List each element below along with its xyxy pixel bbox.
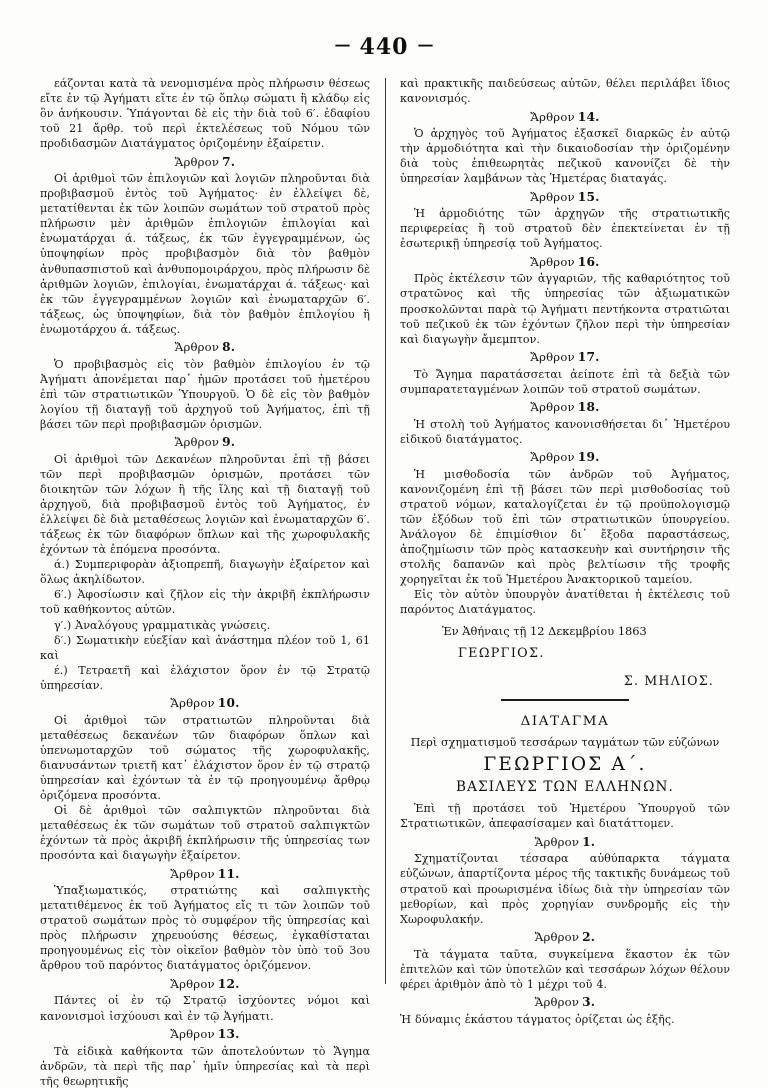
place-and-date: Ἐν Ἀθήναις τῇ 12 Δεκεμβρίου 1863 [442, 624, 647, 639]
article-number: 15. [577, 189, 600, 204]
article-number: 7. [222, 154, 236, 169]
article-number: 11. [217, 866, 240, 881]
page-number-dash-right: — [417, 35, 434, 54]
article-19-paragraph-1: Ἡ μισθοδοσία τῶν ἀνδρῶν τοῦ Ἀγήματος, κανονιζομένη ἐπὶ τῇ βάσει τῶν περὶ μισθοδοσίας τοῦ στρατοῦ νόμων, καταλογίζεται ἐν τῷ προϋπολογισμῷ τῶν ἐξόδων τοῦ ἐπὶ τῶν στρατιωτικῶν ὑπουργείου. Ἀνάλογον δὲ ἐπιμίσθιον δι᾽ ἔξοδα παραστάσεως, ἀποζημίωσιν τῶν πρὸς κατασκευὴν καὶ συντήρησιν τῆς στολῆς δαπανῶν καὶ πρὸς βελτίωσιν τῆς τροφῆς χορηγεῖται ἐκ τοῦ Ἡμετέρου Ἀνακτορικοῦ ταμείου. [400, 467, 730, 587]
article-heading-19 [400, 450, 730, 465]
article-heading-word: Ἄρθρον [170, 696, 215, 711]
minister-signature: Σ. ΜΗΛΙΟΣ. [623, 673, 714, 689]
royal-signature: ΓΕΩΡΓΙΟΣ. [458, 646, 545, 662]
article-heading-word: Ἄρθρον [530, 189, 575, 204]
list-item: έ.) Τετραετῆ καὶ ἐλάχιστον ὅρον ἐν τῷ Στρατῷ ὑπηρεσίαν. [40, 663, 370, 692]
article-heading-word: Ἄρθρον [170, 1027, 215, 1042]
article-heading-12 [40, 977, 370, 992]
article-heading-13 [40, 1027, 370, 1042]
article-heading-word: Ἄρθρον [530, 350, 575, 365]
list-item: γ′.) Ἀναλόγους γραμματικὰς γνώσεις. [54, 618, 271, 632]
article-heading-word: Ἄρθρον [530, 400, 575, 415]
decree-article-heading-3 [400, 995, 730, 1010]
continued-paragraph: καὶ πρακτικῆς παιδεύσεως αὐτῶν, θέλει περιλάβει ἴδιος κανονισμός. [400, 77, 730, 106]
article-19-paragraph-2: Εἰς τὸν αὐτὸν ὑπουργὸν ἀνατίθεται ἡ ἐκτέλεσις τοῦ παρόντος Διατάγματος. [400, 588, 730, 617]
article-heading-word: Ἄρθρον [530, 450, 575, 465]
article-heading-word: Ἄρθρον [530, 109, 575, 124]
article-number: 19. [577, 450, 600, 465]
article-18-paragraph-1: Ἡ στολὴ τοῦ Ἀγήματος κανονισθήσεται δι᾽ Ἡμετέρου εἰδικοῦ διατάγματος. [400, 417, 730, 446]
article-heading-17 [400, 350, 730, 365]
article-heading-10 [40, 696, 370, 711]
article-17-paragraph-1: Τὸ Ἄγημα παρατάσσεται ἀείποτε ἐπὶ τὰ δεξιὰ τῶν συμπαρατεταγμένων λοιπῶν τοῦ στρατοῦ σωμάτων. [400, 367, 730, 396]
decree-title: ΔΙΑΤΑΓΜΑ [520, 714, 610, 730]
article-number: 14. [577, 109, 600, 124]
article-number: 9. [222, 435, 236, 450]
decree-subtitle: Περὶ σχηματισμοῦ τεσσάρων ταγμάτων τῶν εὐζώνων [410, 736, 720, 750]
article-heading-word: Ἄρθρον [174, 154, 220, 169]
decree-preamble: Ἐπὶ τῇ προτάσει τοῦ Ἡμετέρου Ὑπουργοῦ τῶν Στρατιωτικῶν, ἀπεφασίσαμεν καὶ διατάττομεν. [400, 802, 730, 831]
list-item: 6′.) Ἀφοσίωσιν καὶ ζῆλον εἰς τὴν ἀκριβῆ ἐκπλήρωσιν τοῦ καθήκοντος αὐτῶν. [40, 588, 370, 617]
article-heading-9 [40, 435, 370, 450]
article-number: 16. [577, 254, 600, 269]
article-heading-16 [400, 255, 730, 270]
article-number: 13. [217, 1027, 240, 1042]
article-number: 18. [577, 400, 600, 415]
article-10-paragraph-1: Οἱ ἀριθμοὶ τῶν στρατιωτῶν πληροῦνται διὰ μεταθέσεως δεκανέων τῶν διαφόρων ὅπλων καὶ ὑπενωμοταρχῶν τοῦ σώματος τῆς χωροφυλακῆς, διανυσάντων τριετῆ κατ᾽ ἐλάχιστον ὅρον ἐν τῷ στρατῷ ὑπηρεσίαν καὶ ἐχόντων τὰ ἐν τῷ προηγουμένῳ ἄρθρῳ ὁριζόμενα προσόντα. [40, 713, 370, 802]
article-9-paragraph-1: Οἱ ἀριθμοὶ τῶν Δεκανέων πληροῦνται ἐπὶ τῇ βάσει τῶν περὶ προβιβασμῶν ὁρισμῶν, προτάσει τῶν διοικητῶν τῶν λόχων ἢ τῆς ἴλης καὶ τῇ διαταγῇ τοῦ ἀρχηγοῦ, διὰ προβιβασμοῦ ἐντὸς τοῦ Ἀγήματος, ἐν ἐλλείψει δὲ διὰ μεταθέσεως λογιῶν καὶ ἐνωματαρχῶν 6′. τάξεως ἐκ τῶν διαφόρων ὅπλων καὶ τῆς χωροφυλακῆς ἐχόντων τὰ ἐπόμενα προσόντα. [40, 452, 370, 557]
article-number: 2. [582, 930, 596, 945]
article-number: 3. [582, 995, 596, 1010]
article-heading-word: Ἄρθρον [534, 834, 580, 849]
decree-article-2-paragraph-1: Τὰ τάγματα ταῦτα, συγκείμενα ἕκαστον ἐκ τῶν ἐπιτελῶν καὶ τῶν ὑποτελῶν καὶ τεσσάρων λόχων θέλουν φέρει ἀριθμὸν ἀπὸ τὸ 1 μέχρι τοῦ 4. [400, 947, 730, 991]
decree-article-3-paragraph-1: Ἡ δύναμις ἑκάστου τάγματος ὁρίζεται ὡς ἑξῆς. [400, 1012, 675, 1026]
list-item: δ′.) Σωματικὴν εὐεξίαν καὶ ἀνάστημα πλέον τοῦ 1, 61 καὶ [40, 633, 370, 662]
decree-article-heading-2 [400, 930, 730, 945]
left-column [40, 76, 370, 1088]
article-number: 10. [217, 696, 240, 711]
article-heading-18 [400, 400, 730, 415]
article-15-paragraph-1: Ἡ ἁρμοδιότης τῶν ἀρχηγῶν τῆς στρατιωτικῆς περιφερείας ἢ τοῦ στρατοῦ δὲν ἐπεκτείνεται ἐν τῇ ἐσωτερικῇ ὑπηρεσίᾳ τοῦ Ἀγήματος. [400, 207, 730, 251]
article-13-paragraph-1: Τὰ εἰδικὰ καθήκοντα τῶν ἀποτελούντων τὸ Ἄγημα ἀνδρῶν, τὰ περὶ τῆς παρ᾽ ἡμῖν ὑπηρεσίας καὶ τὰ περὶ τῆς θεωρητικῆς [40, 1044, 370, 1088]
decree-separator-rule [501, 699, 629, 701]
article-10-paragraph-2: Οἱ δὲ ἀριθμοὶ τῶν σαλπιγκτῶν πληροῦνται διὰ μεταθέσεως ἐκ τῶν σωμάτων τοῦ στρατοῦ σαλπιγκτῶν ἐχόντων τὰ πρὸς ἀκριβῆ ἐκπλήρωσιν τῆς ὑπηρεσίας των προσόντα καὶ διαγωγὴν ἐξαίρετον. [40, 804, 370, 863]
two-column-body [40, 76, 730, 1088]
article-8-paragraph-1: Ὁ προβιβασμὸς εἰς τὸν βαθμὸν ἐπιλογίου ἐν τῷ Ἀγήματι ἀπονέμεται παρ᾽ ἡμῶν προτάσει τοῦ ἡμετέρου ἐπὶ τῶν στρατιωτικῶν Ὑπουργοῦ. Ὁ δὲ εἰς τὸν βαθμὸν λογίου τῇ διαταγῇ τοῦ ἀρχηγοῦ τοῦ Ἀγήματος, ἐπὶ τῇ βάσει τῶν περὶ προβιβασμῶν ὁρισμῶν. [40, 357, 370, 431]
article-heading-word: Ἄρθρον [530, 254, 575, 269]
article-11-paragraph-1: Ὑπαξιωματικός, στρατιώτης καὶ σαλπιγκτὴς μετατιθέμενος ἐκ τοῦ Ἀγήματος εἴς τι τῶν λοιπῶν τοῦ στρατοῦ σωμάτων πρὸς τὸ συμφέρον τῆς ὑπηρεσίας καὶ πρὸς πλήρωσιν χηρευούσης θέσεως, ἐγκαθίσταται προηγουμένως εἰς τὸν οἰκεῖον βαθμὸν τὸν ὑπὸ τοῦ 3ου ἄρθρου τοῦ παρόντος διατάγματος ὁριζόμενον. [40, 884, 370, 973]
page-number: 440 [359, 34, 409, 60]
page-number-dash-left: — [334, 35, 351, 54]
article-heading-11 [40, 867, 370, 882]
article-16-paragraph-1: Πρὸς ἐκτέλεσιν τῶν ἀγγαριῶν, τῆς καθαριότητος τοῦ στρατῶνος καὶ τῆς ὑπηρεσίας τῶν ἀξιωματικῶν προσκολῶνται παρὰ τῷ Ἀγήματι πεντήκοντα στρατιῶται τοῦ πεζικοῦ ἐκ τῶν ἐχόντων ζῆλον περὶ τὴν ὑπηρεσίαν καὶ διαγωγὴν ἄμεμπτον. [400, 272, 730, 346]
article-number: 17. [577, 350, 600, 365]
article-heading-word: Ἄρθρον [170, 976, 215, 991]
article-12-paragraph-1: Πάντες οἱ ἐν τῷ Στρατῷ ἰσχύοντες νόμοι καὶ κανονισμοὶ ἰσχύουσι καὶ ἐν τῷ Ἀγήματι. [40, 994, 370, 1023]
article-heading-7 [40, 155, 370, 170]
article-number: 1. [582, 834, 596, 849]
king-name: ΓΕΩΡΓΙΟΣ Α΄. [483, 754, 647, 776]
decree-article-1-paragraph-1: Σχηματίζονται τέσσαρα αὐθύπαρκτα τάγματα εὐζώνων, ἀπαρτίζοντα μέρος τῆς τακτικῆς δυνάμεως τοῦ στρατοῦ καὶ προωρισμένα ἰδίως διὰ τὴν ὑπηρεσίαν τῶν μεθορίων, καὶ πρὸς χορηγίαν συνδρομῆς εἰς τὴν Χωροφυλακήν. [400, 852, 730, 926]
page-number-header [0, 34, 768, 60]
article-7-paragraph-1: Οἱ ἀριθμοὶ τῶν ἐπιλογιῶν καὶ λογιῶν πληροῦνται διὰ προβιβασμοῦ ἐντὸς τοῦ Ἀγήματος· ἐν ἐλλείψει δὲ, μετατίθενται ἐκ τῶν λοιπῶν σωμάτων τοῦ στρατοῦ πρὸς πλήρωσιν μὲν ἀριθμῶν ἐπιλογιῶν ἐπιλογίαι καὶ ἐνωματάρχαι ά. τάξεως, ἐκ τῶν ἐγγεγραμμένων, ὡς ὑποψηφίων πρὸς προβιβασμὸν διὰ τὸν βαθμὸν ἀνθυπασπιστοῦ καὶ ἀνθυπομοιράρχου, πρὸς πλήρωσιν δὲ ἀριθμῶν λογιῶν, ἐπιλογίαι, ἐνωματάρχαι ά. τάξεως· καὶ ἐκ τῶν ἐγγεγραμμένων λογιῶν καὶ ἐνωματαρχῶν 6′. τάξεως, ὡς ὑποψηφίων, διὰ τὸν βαθμὸν ἐπιλογίου ἢ ἐνωμοτάρχου ά. τάξεως. [40, 172, 370, 336]
article-heading-word: Ἄρθρον [174, 435, 220, 450]
article-heading-15 [400, 190, 730, 205]
article-heading-word: Ἄρθρον [534, 930, 580, 945]
article-number: 12. [217, 976, 240, 991]
list-item: ά.) Συμπεριφορὰν ἀξιοπρεπῆ, διαγωγὴν ἐξαίρετον καὶ ὅλως ἀκηλίδωτον. [40, 558, 370, 587]
right-column [400, 76, 730, 1026]
article-heading-word: Ἄρθρον [174, 340, 220, 355]
decree-article-heading-1 [400, 835, 730, 850]
article-14-paragraph-1: Ὁ ἀρχηγὸς τοῦ Ἀγήματος ἐξασκεῖ διαρκῶς ἐν αὐτῷ τὴν ἁρμοδιότητα καὶ τὴν δικαιοδοσίαν τὴν ὁριζομένην διὰ τοὺς ἐπιθεωρητὰς πεζικοῦ κανονίζει δὲ τὴν ὑπηρεσίαν λαμβάνων τὰς Ἡμετέρας διαταγάς. [400, 127, 730, 186]
article-heading-word: Ἄρθρον [170, 866, 215, 881]
column-divider-rule [385, 78, 386, 984]
article-heading-word: Ἄρθρον [534, 995, 580, 1010]
article-number: 8. [222, 340, 236, 355]
continued-paragraph: εάζονται κατὰ τὰ νενομισμένα πρὸς πλήρωσιν θέσεως εἴτε ἐν τῷ Ἀγήματι εἴτε ἐν τῷ ὅπλῳ σώματι ἢ κλάδῳ εἰς ὃν ἀνήκουσιν. Ὑπάγονται δὲ εἰς τὴν διὰ τοῦ 6′. ἐδαφίου τοῦ 21 ἄρθρ. τοῦ περὶ ἐκτελέσεως τοῦ Νόμου τῶν προδιδασμῶν Διατάγματος ὁριζομένην ἐξαίρετιν. [40, 77, 370, 151]
article-heading-14 [400, 110, 730, 125]
article-heading-8 [40, 340, 370, 355]
king-title: ΒΑΣΙΛΕΥΣ ΤΩΝ ΕΛΛΗΝΩΝ. [456, 779, 674, 796]
